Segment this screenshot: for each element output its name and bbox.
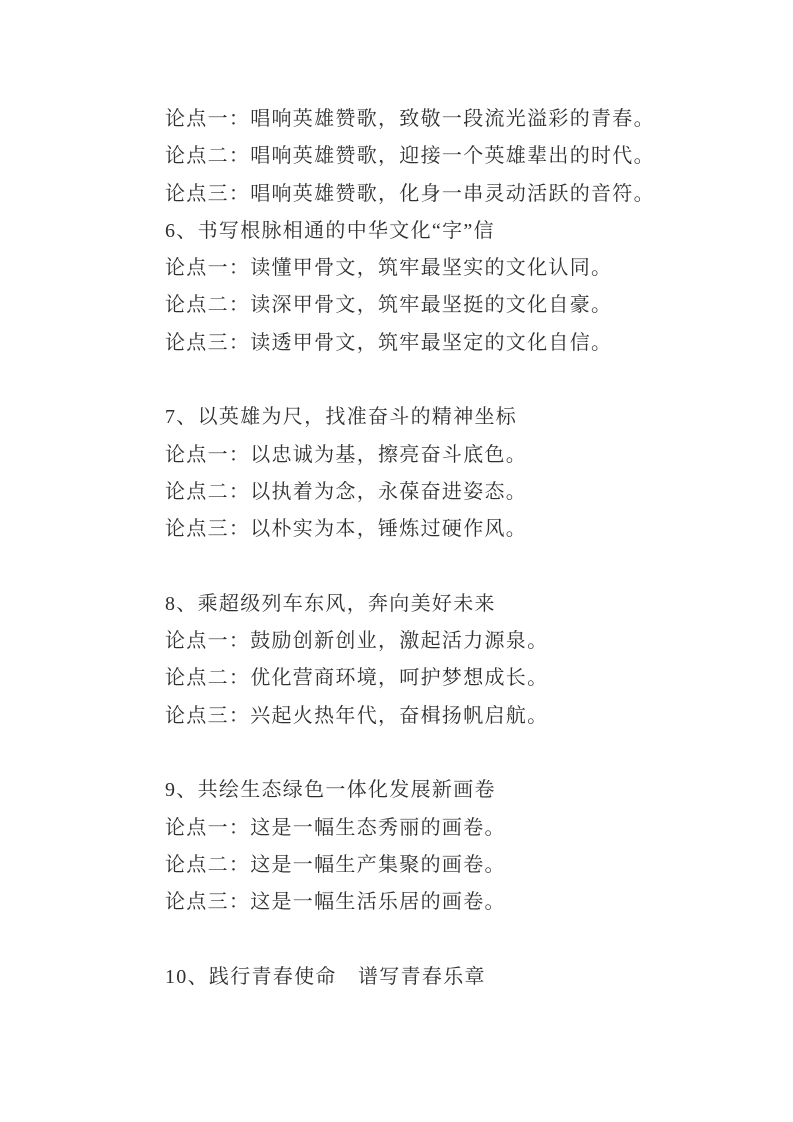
blank-line: [165, 735, 725, 772]
point-line: 论点二：读深甲骨文，筑牢最坚挺的文化自豪。: [165, 294, 613, 317]
blank-line: [165, 362, 725, 399]
point-line: 论点三：读透甲骨文，筑牢最坚定的文化自信。: [165, 331, 613, 354]
point-line: 论点一：这是一幅生态秀丽的画卷。: [165, 816, 506, 839]
document-text-block: [165, 101, 725, 996]
section-heading-9: 9、共绘生态绿色一体化发展新画卷: [165, 779, 496, 802]
point-line: 论点二：以执着为念，永葆奋进姿态。: [165, 480, 528, 503]
point-line: 论点一：以忠诚为基，擦亮奋斗底色。: [165, 443, 528, 466]
point-line: 论点一：鼓励创新创业，激起活力源泉。: [165, 630, 549, 653]
point-line: 论点三：以朴实为本，锤炼过硬作风。: [165, 518, 528, 541]
blank-line: [165, 922, 725, 959]
point-line: 论点三：这是一幅生活乐居的画卷。: [165, 891, 506, 914]
point-line: 论点三：唱响英雄赞歌，化身一串灵动活跃的音符。: [165, 182, 655, 205]
section-heading-10: 10、践行青春使命 谱写青春乐章: [165, 965, 486, 988]
point-line: 论点二：唱响英雄赞歌，迎接一个英雄辈出的时代。: [165, 145, 655, 168]
section-heading-6: 6、书写根脉相通的中华文化“字”信: [165, 219, 495, 242]
point-line: 论点一：唱响英雄赞歌，致敬一段流光溢彩的青春。: [165, 108, 655, 130]
section-heading-7: 7、以英雄为尺，找准奋斗的精神坐标: [165, 406, 518, 429]
blank-line: [165, 549, 725, 586]
point-line: 论点二：优化营商环境，呵护梦想成长。: [165, 667, 549, 690]
section-heading-8: 8、乘超级列车东风，奔向美好未来: [165, 592, 496, 615]
point-line: 论点一：读懂甲骨文，筑牢最坚实的文化认同。: [165, 257, 613, 280]
point-line: 论点三：兴起火热年代，奋楫扬帆启航。: [165, 704, 549, 727]
point-line: 论点二：这是一幅生产集聚的画卷。: [165, 853, 506, 876]
